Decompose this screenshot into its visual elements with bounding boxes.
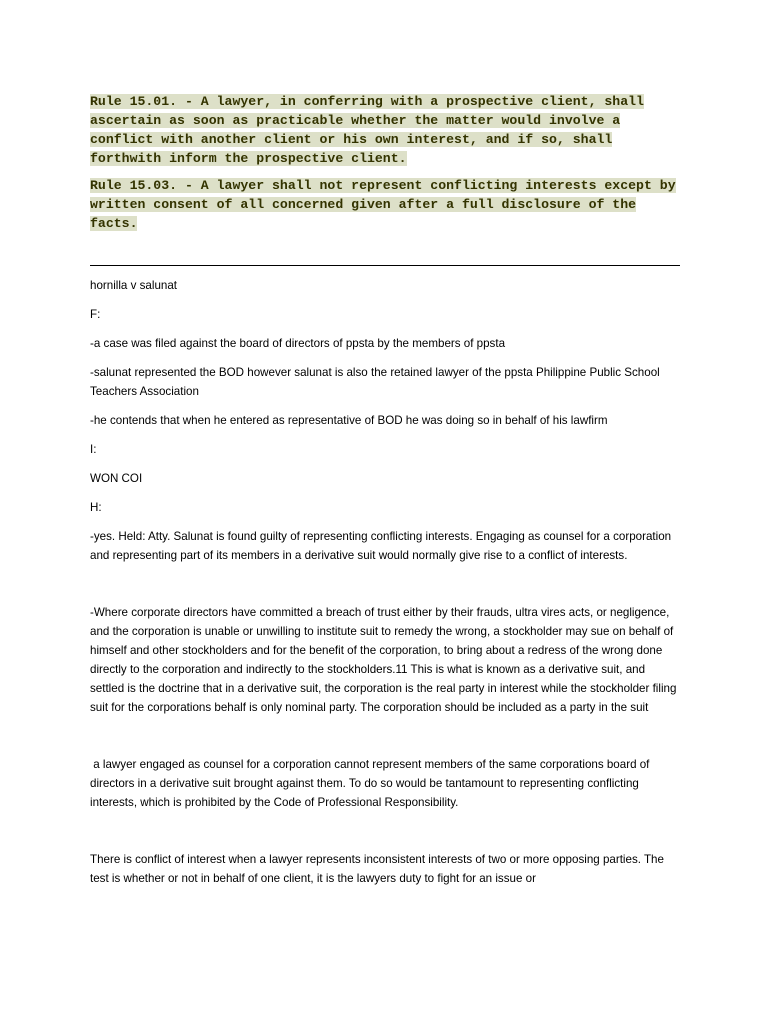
fact-item: -salunat represented the BOD however salunat is also the retained lawyer of the ppsta Philippine Public School Teachers Association (90, 366, 660, 398)
issue-text: WON COI (90, 472, 143, 485)
facts-label: F: (90, 308, 101, 321)
fact-item: -he contends that when he entered as representative of BOD he was doing so in behalf of his lawfirm (90, 414, 608, 427)
fact-item: -a case was filed against the board of directors of ppsta by the members of ppsta (90, 337, 506, 350)
held-paragraph: There is conflict of interest when a lawyer represents inconsistent interests of two or more opposing parties. The test is whether or not in behalf of one client, it is the lawyers duty to fight for an issue or (90, 853, 664, 885)
rule-15-03 (90, 176, 680, 233)
case-title: hornilla v salunat (90, 279, 178, 292)
rule-15-03-text: Rule 15.03. - A lawyer shall not represent conflicting interests except by written consent of all concerned given after a full disclosure of the facts. (90, 178, 676, 231)
rule-15-01 (90, 92, 680, 168)
rules-section (90, 92, 680, 241)
rule-15-01-text: Rule 15.01. - A lawyer, in conferring with a prospective client, shall ascertain as soon as practicable whether the matter would involve a conflict with another client or his own interest, and if so, shall forthwith inform the prospective client. (90, 94, 644, 166)
held-paragraph: -yes. Held: Atty. Salunat is found guilty of representing conflicting interests. Engaging as counsel for a corporation and representing part of its members in a derivative suit would normally give rise to a conflict of interests. (90, 530, 672, 562)
case-digest (90, 276, 680, 898)
held-label: H: (90, 501, 102, 514)
held-paragraph: -Where corporate directors have committed a breach of trust either by their frauds, ultra vires acts, or negligence, and the corporation is unable or unwilling to institute suit to remedy the wrong, a stockholder may sue on behalf of himself and other stockholders and for the benefit of the corporation, to bring about a redress of the wrong done directly to the corporation and indirectly to the stockholders.11 This is what is known as a derivative suit, and settled is the doctrine that in a derivative suit, the corporation is the real party in interest while the stockholder filing suit for the corporations behalf is only nominal party. The corporation should be included as a party in the suit (90, 606, 677, 714)
issue-label: I: (90, 443, 97, 456)
section-divider (90, 265, 680, 266)
held-paragraph: a lawyer engaged as counsel for a corporation cannot represent members of the same corporations board of directors in a derivative suit brought against them. To do so would be tantamount to representing conflicting interests, which is prohibited by the Code of Professional Responsibility. (90, 758, 653, 809)
